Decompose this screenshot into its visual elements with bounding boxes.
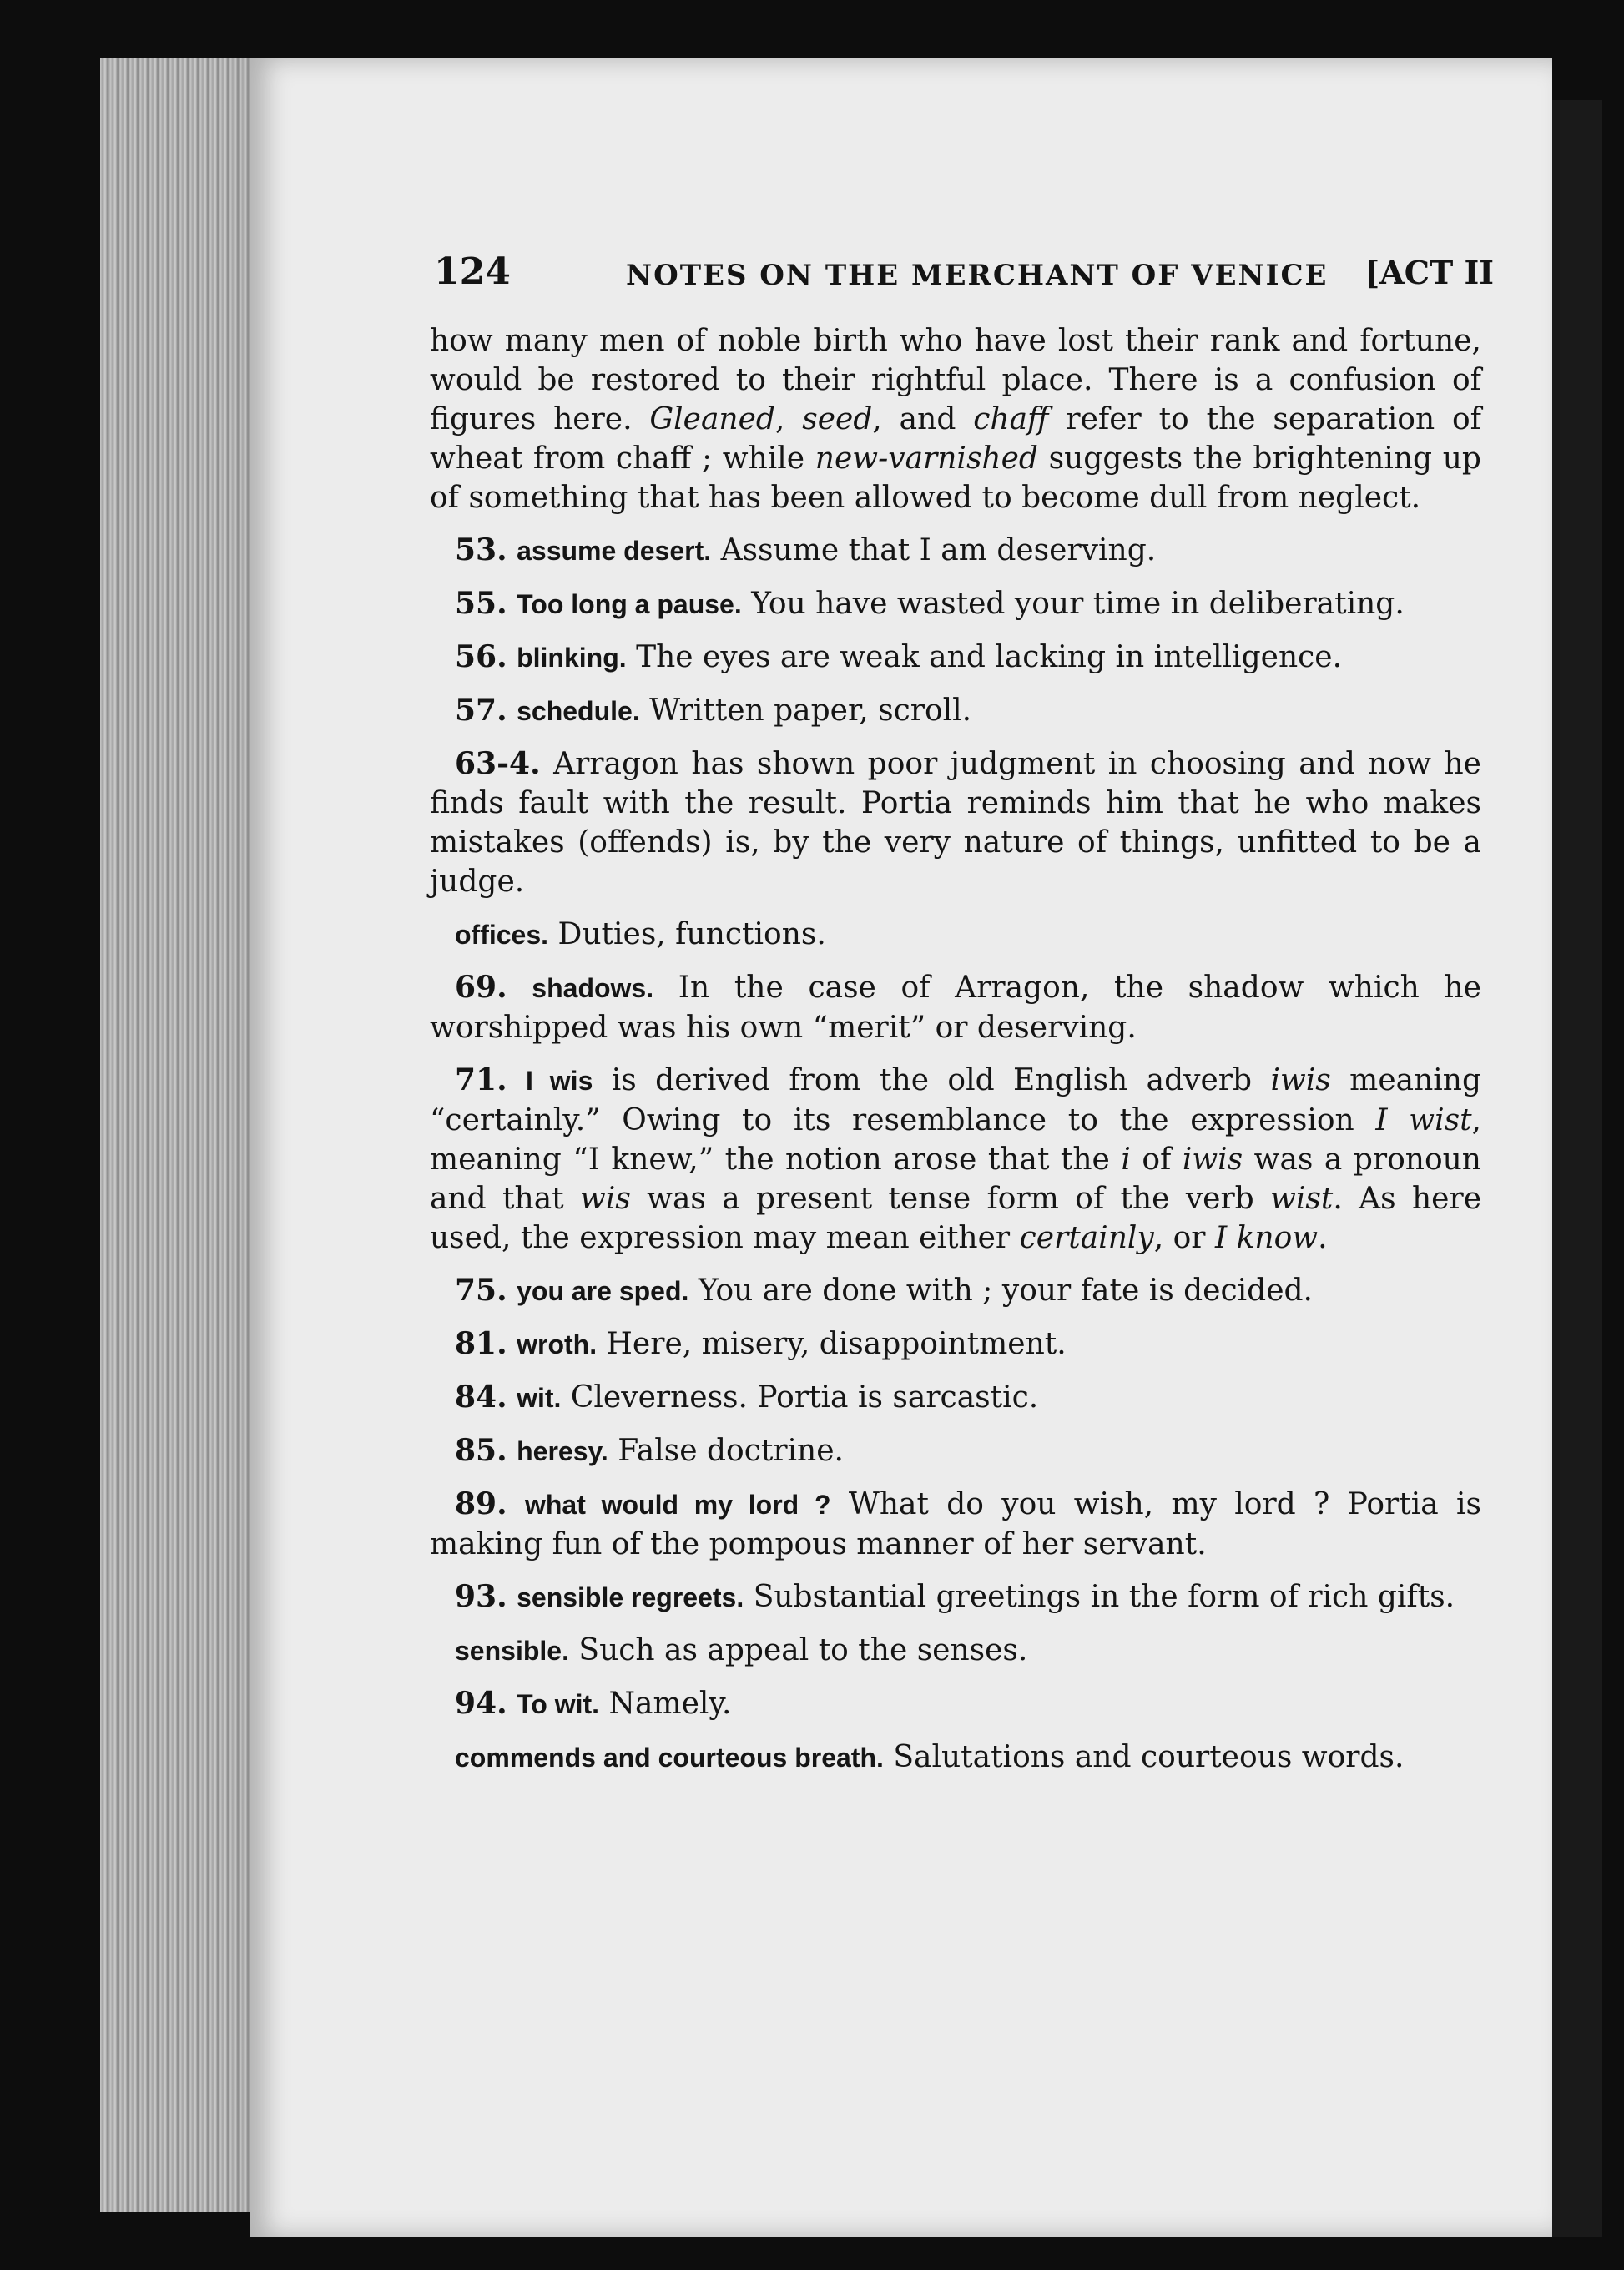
text-run: ,: [774, 402, 803, 436]
line-number: 84.: [455, 1380, 507, 1415]
note-text: What do you wish, my lord ? Portia is making fun of the pompous manner of her servant.: [430, 1487, 1481, 1561]
note-text: Such as appeal to the senses.: [578, 1633, 1028, 1667]
note-term: sensible.: [455, 1636, 569, 1666]
note-term: you are sped.: [517, 1276, 689, 1306]
notes-body: [430, 321, 1481, 1791]
text-run: .: [1318, 1221, 1328, 1255]
note-text: Arragon has shown poor judgment in choosing and now he finds fault with the result. Portia reminds him that he who makes mistakes (offends) is, by the very nature of things, unfitted to be a judge.: [430, 747, 1481, 899]
note-56: [430, 638, 1481, 678]
italic-run: new-varnished: [815, 441, 1038, 476]
note-71: [430, 1061, 1481, 1258]
line-number: 71.: [455, 1062, 507, 1097]
italic-run: Gleaned: [649, 402, 775, 436]
italic-run: I wist: [1375, 1103, 1472, 1138]
italic-run: wis: [579, 1182, 631, 1216]
text-run: how many men of noble birth who have lost their rank and fortune, would be restored to their rightful place. There is a confusion of figures here.: [430, 324, 1481, 436]
note-offices: [430, 915, 1481, 955]
note-75: [430, 1271, 1481, 1311]
text-run: . As here used, the expression may mean either: [430, 1182, 1481, 1255]
line-number: 63-4.: [455, 746, 541, 781]
page-number: 124: [434, 250, 511, 293]
note-text: Namely.: [608, 1687, 732, 1721]
note-84: [430, 1378, 1481, 1418]
italic-run: certainly: [1019, 1221, 1154, 1255]
note-term: assume desert.: [517, 536, 712, 566]
line-number: 94.: [455, 1686, 507, 1721]
line-number: 69.: [455, 970, 507, 1005]
note-term: schedule.: [517, 696, 640, 726]
running-title: NOTES ON THE MERCHANT OF VENICE: [626, 259, 1329, 292]
text-run: refer to the separation of wheat from chaff ; while: [430, 402, 1482, 476]
text-run: meaning “certainly.” Owing to its resemblance to the expression: [430, 1063, 1482, 1138]
note-53: [430, 531, 1481, 571]
text-run: suggests the brightening up of something that has been allowed to become dull from neglect.: [430, 441, 1481, 515]
line-number: 85.: [455, 1433, 507, 1468]
text-run: was a pronoun and that: [430, 1143, 1481, 1216]
italic-run: i: [1121, 1143, 1131, 1177]
line-number: 55.: [455, 586, 507, 621]
note-text: Duties, functions.: [557, 917, 826, 951]
act-label: [ACT II: [1364, 254, 1494, 291]
note-81: [430, 1324, 1481, 1365]
note-text: Assume that I am deserving.: [720, 533, 1157, 568]
italic-run: chaff: [973, 402, 1049, 436]
note-term: Too long a pause.: [517, 589, 742, 619]
note-text: Here, misery, disappointment.: [606, 1327, 1067, 1361]
italic-run: wist: [1270, 1182, 1334, 1216]
italic-run: iwis: [1182, 1143, 1243, 1177]
line-number: 53.: [455, 532, 507, 568]
italic-run: seed: [802, 402, 873, 436]
note-89: [430, 1485, 1481, 1564]
book-page-edges: [100, 58, 259, 2212]
note-63-4: [430, 744, 1481, 901]
note-term: wroth.: [517, 1329, 598, 1359]
note-term: To wit.: [517, 1689, 600, 1719]
text-run: , meaning “I knew,” the notion arose that the: [430, 1103, 1482, 1177]
note-term: heresy.: [517, 1436, 608, 1466]
note-85: [430, 1431, 1481, 1471]
note-term: what would my lord ?: [524, 1490, 831, 1520]
line-number: 57.: [455, 693, 507, 728]
note-text: You are done with ; your fate is decided.: [698, 1274, 1313, 1308]
facing-page-edge: [1552, 100, 1602, 2237]
line-number: 89.: [455, 1486, 507, 1521]
line-number: 93.: [455, 1579, 507, 1614]
note-text: Salutations and courteous words.: [893, 1740, 1405, 1774]
italic-run: I know: [1214, 1221, 1319, 1255]
note-term: sensible regreets.: [517, 1582, 744, 1612]
continuation-paragraph: [430, 321, 1481, 517]
note-57: [430, 691, 1481, 731]
note-93: [430, 1577, 1481, 1617]
text-run: , and: [872, 402, 974, 436]
note-55: [430, 584, 1481, 624]
text-run: was a present tense form of the verb: [630, 1182, 1271, 1216]
note-text: False doctrine.: [618, 1434, 844, 1468]
line-number: 56.: [455, 639, 507, 674]
note-text: Substantial greetings in the form of rich gifts.: [753, 1580, 1455, 1614]
text-run: is derived from the old English adverb: [593, 1063, 1271, 1097]
text-run: , or: [1153, 1221, 1215, 1255]
note-term: shadows.: [532, 973, 654, 1003]
note-text: Cleverness. Portia is sarcastic.: [570, 1380, 1039, 1415]
line-number: 75.: [455, 1273, 507, 1308]
line-number: 81.: [455, 1326, 507, 1361]
note-text: The eyes are weak and lacking in intelligence.: [636, 640, 1343, 674]
note-text: In the case of Arragon, the shadow which he worshipped was his own “merit” or deserving.: [430, 971, 1481, 1045]
note-term: commends and courteous breath.: [455, 1743, 884, 1773]
note-term: blinking.: [517, 643, 627, 673]
note-69: [430, 968, 1481, 1047]
note-text: Written paper, scroll.: [649, 694, 972, 728]
note-sensible: [430, 1631, 1481, 1671]
note-term: wit.: [517, 1383, 562, 1413]
note-term: offices.: [455, 920, 549, 950]
note-94: [430, 1684, 1481, 1724]
running-head: [434, 250, 1494, 300]
note-term: I wis: [526, 1066, 593, 1096]
note-commends: [430, 1738, 1481, 1778]
text-run: of: [1130, 1143, 1183, 1177]
italic-run: iwis: [1270, 1063, 1331, 1097]
note-text: You have wasted your time in deliberating.: [751, 587, 1405, 621]
